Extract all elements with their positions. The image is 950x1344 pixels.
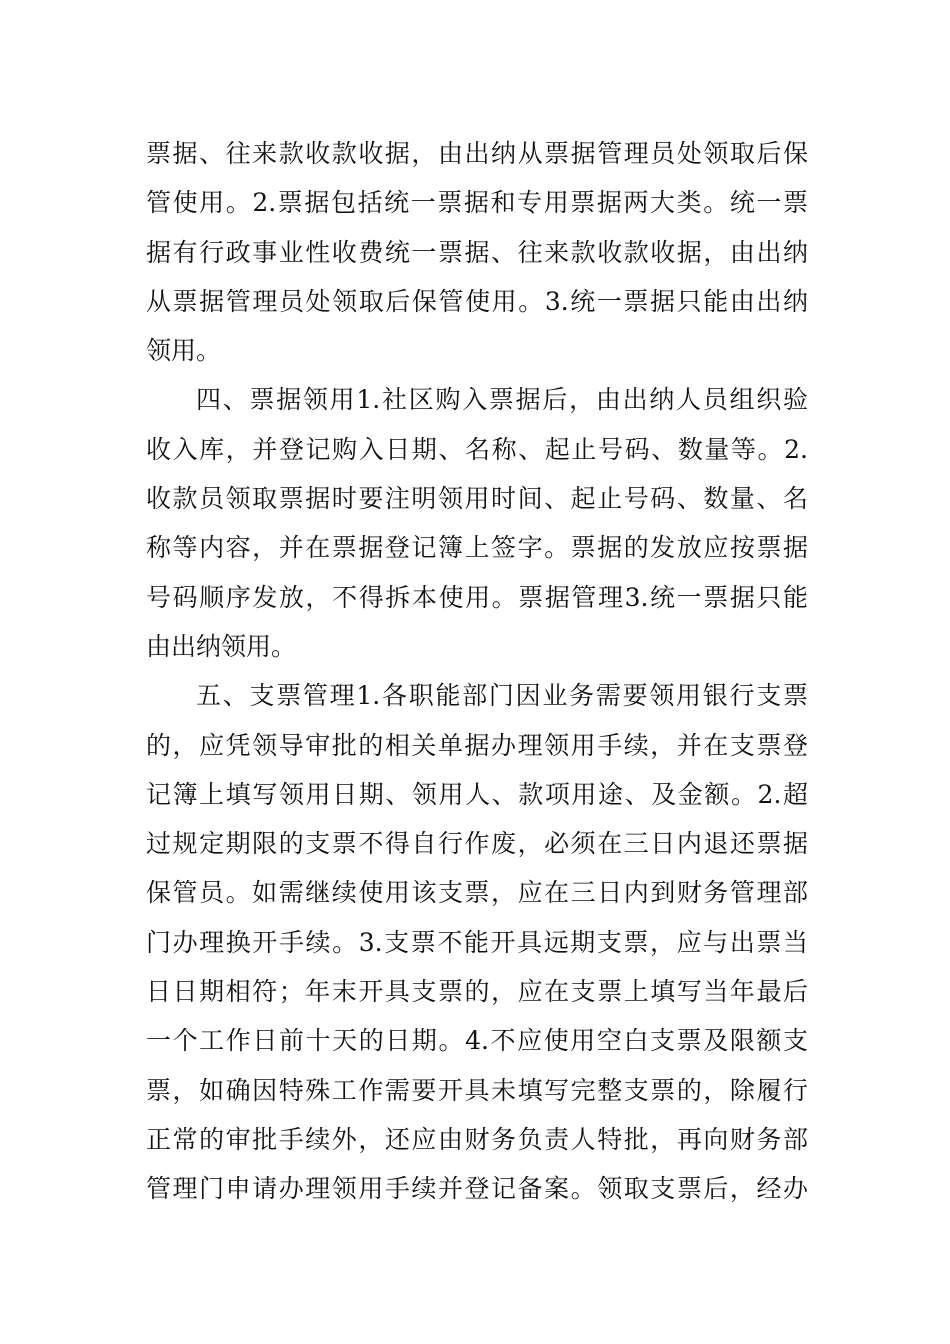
text-line: 保管员。如需继续使用该支票，应在三日内到财务管理部 — [146, 878, 808, 908]
text-line: 由出纳领用。 — [146, 631, 297, 661]
text-line: 号码顺序发放，不得拆本使用。票据管理3.统一票据只能 — [146, 582, 808, 612]
text-line: 收款员领取票据时要注明领用时间、起止号码、数量、名 — [146, 484, 808, 514]
text-line: 从票据管理员处领取后保管使用。3.统一票据只能由出纳 — [146, 286, 808, 316]
text-line: 日日期相符；年末开具支票的，应在支票上填写当年最后 — [146, 977, 808, 1007]
text-line: 正常的审批手续外，还应由财务负责人特批，再向财务部 — [146, 1124, 808, 1154]
text-line: 四、票据领用1.社区购入票据后，由出纳人员组织验 — [196, 385, 808, 415]
text-line: 门办理换开手续。3.支票不能开具远期支票，应与出票当 — [146, 927, 808, 957]
text-line: 管理门申请办理领用手续并登记备案。领取支票后，经办 — [146, 1174, 808, 1204]
text-line: 票据、往来款收款收据，由出纳从票据管理员处领取后保 — [146, 139, 808, 168]
text-line: 五、支票管理1.各职能部门因业务需要领用银行支票 — [196, 681, 808, 711]
text-line: 称等内容，并在票据登记簿上签字。票据的发放应按票据 — [146, 533, 808, 563]
document-body — [146, 129, 808, 1214]
text-line: 的，应凭领导审批的相关单据办理领用手续，并在支票登 — [146, 730, 808, 760]
text-line: 一个工作日前十天的日期。4.不应使用空白支票及限额支 — [146, 1026, 808, 1056]
text-line: 管使用。2.票据包括统一票据和专用票据两大类。统一票 — [146, 188, 808, 218]
text-line: 据有行政事业性收费统一票据、往来款收款收据，由出纳 — [146, 237, 808, 267]
text-line: 过规定期限的支票不得自行作废，必须在三日内退还票据 — [146, 829, 808, 859]
text-line: 记簿上填写领用日期、领用人、款项用途、及金额。2.超 — [146, 779, 808, 809]
text-line: 收入库，并登记购入日期、名称、起止号码、数量等。2. — [146, 434, 808, 464]
text-line: 领用。 — [146, 336, 222, 366]
text-line: 票，如确因特殊工作需要开具未填写完整支票的，除履行 — [146, 1075, 808, 1105]
